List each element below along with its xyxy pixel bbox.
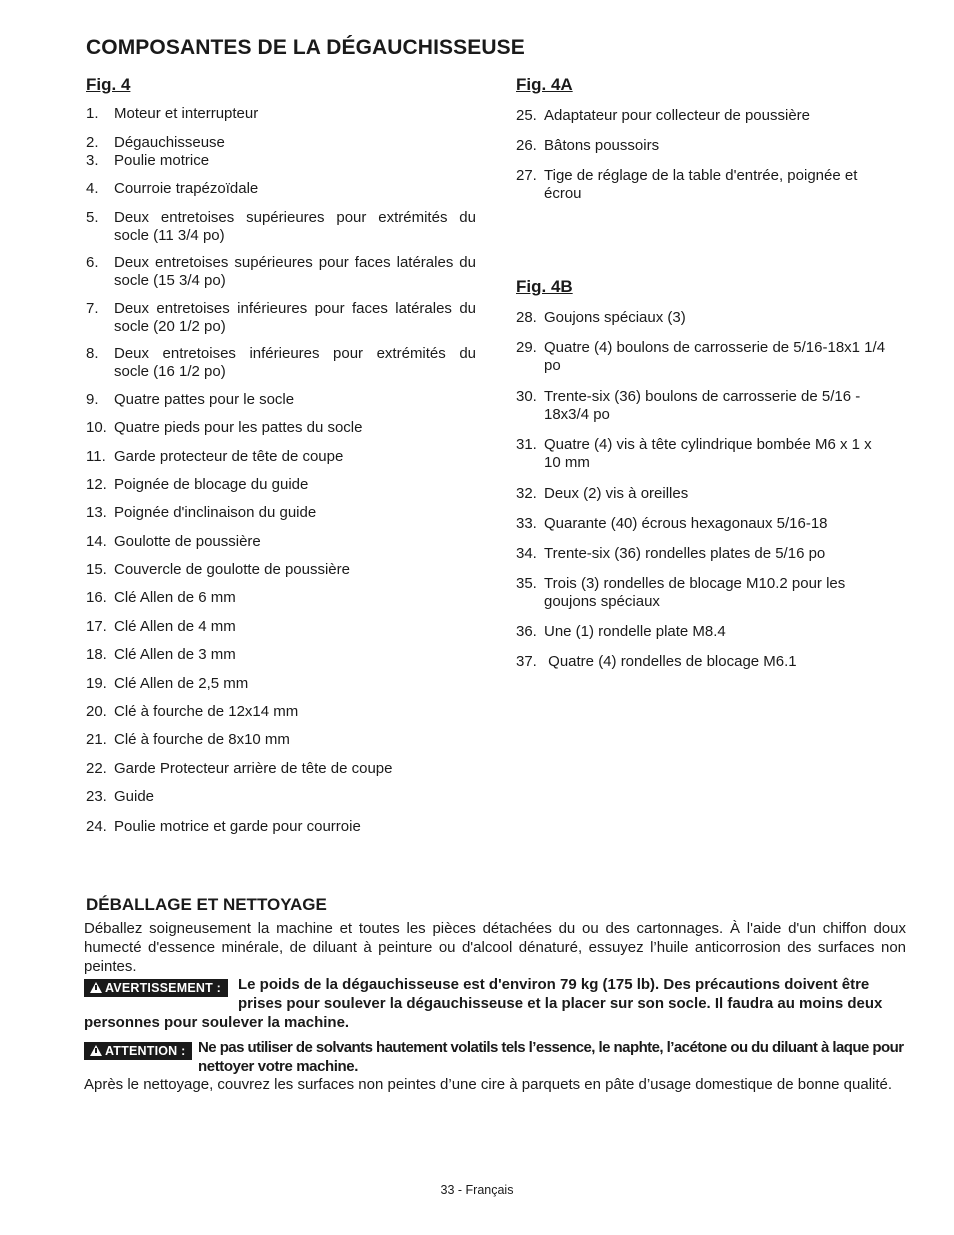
list-item: 9. Quatre pattes pour le socle xyxy=(86,391,295,408)
list-item: 30. Trente-six (36) boulons de carrosserie de 5/16 - 18x3/4 po xyxy=(516,388,861,423)
caution-badge: ATTENTION : xyxy=(84,1042,192,1060)
list-item: 13. Poignée d'inclinaison du guide xyxy=(86,504,317,521)
list-item: 3. Poulie motrice xyxy=(86,152,210,169)
list-item: 17. Clé Allen de 4 mm xyxy=(86,618,236,635)
page-footer: 33 - Français xyxy=(440,1183,514,1197)
caution-text-line2: nettoyer votre machine. xyxy=(198,1058,359,1075)
warning-text-line3: personnes pour soulever la machine. xyxy=(84,1014,350,1031)
list-item: 4. Courroie trapézoïdale xyxy=(86,180,259,197)
list-item: 27. Tige de réglage de la table d'entrée, poignée et écrou xyxy=(516,167,858,202)
list-item: 8. Deux entretoises inférieures pour extrémités du socle (16 1/2 po) xyxy=(86,345,476,380)
list-item: 5. Deux entretoises supérieures pour extrémités du socle (11 3/4 po) xyxy=(86,209,476,244)
after-cleaning-text: Après le nettoyage, couvrez les surfaces non peintes d’une cire à parquets en pâte d’usage domestique de bonne qualité. xyxy=(84,1076,893,1093)
list-item: 21. Clé à fourche de 8x10 mm xyxy=(86,731,290,748)
list-item: 10. Quatre pieds pour les pattes du socle xyxy=(86,419,363,436)
list-item: 25. Adaptateur pour collecteur de poussière xyxy=(516,107,811,124)
fig4a-heading: Fig. 4A xyxy=(516,75,573,94)
fig4b-heading: Fig. 4B xyxy=(516,277,573,296)
warning-triangle-icon xyxy=(90,982,102,993)
list-item: 14. Goulotte de poussière xyxy=(86,533,261,550)
list-item: 36. Une (1) rondelle plate M8.4 xyxy=(516,623,726,640)
list-item: 1. Moteur et interrupteur xyxy=(86,105,259,122)
list-item: 34. Trente-six (36) rondelles plates de 5/16 po xyxy=(516,545,826,562)
list-item: 24. Poulie motrice et garde pour courroie xyxy=(86,818,361,835)
list-item: 2. Dégauchisseuse xyxy=(86,134,225,151)
list-item: 16. Clé Allen de 6 mm xyxy=(86,589,236,606)
list-item: 31. Quatre (4) vis à tête cylindrique bombée M6 x 1 x 10 mm xyxy=(516,436,872,471)
list-item: 23. Guide xyxy=(86,788,155,805)
caution-text-line1: Ne pas utiliser de solvants hautement volatils tels l’essence, le naphte, l’acétone ou du diluant à laque pour xyxy=(198,1039,904,1056)
warning-text-line1: Le poids de la dégauchisseuse est d'environ 79 kg (175 lb). Des précautions doivent être xyxy=(238,976,870,993)
list-item: 12. Poignée de blocage du guide xyxy=(86,476,309,493)
list-item: 15. Couvercle de goulotte de poussière xyxy=(86,561,350,578)
list-item: 7. Deux entretoises inférieures pour faces latérales du socle (20 1/2 po) xyxy=(86,300,476,335)
list-item: 26. Bâtons poussoirs xyxy=(516,137,660,154)
page-title: COMPOSANTES DE LA DÉGAUCHISSEUSE xyxy=(86,36,525,59)
section-heading-unpacking: DÉBALLAGE ET NETTOYAGE xyxy=(86,895,327,914)
warning-badge: AVERTISSEMENT : xyxy=(84,979,228,997)
list-item: 11. Garde protecteur de tête de coupe xyxy=(86,448,344,465)
list-item: 22. Garde Protecteur arrière de tête de coupe xyxy=(86,760,393,777)
list-item: 32. Deux (2) vis à oreilles xyxy=(516,485,689,502)
fig4-heading: Fig. 4 xyxy=(86,75,131,94)
list-item: 18. Clé Allen de 3 mm xyxy=(86,646,236,663)
unpacking-intro: Déballez soigneusement la machine et toutes les pièces détachées du ou des cartonnages. À l'aide d'un chiffon doux humecté d'essence minérale, de diluant à peinture ou d'alcool dénaturé, essuyez l’huile anticorrosion des surfaces non peintes. xyxy=(84,920,906,975)
list-item: 20. Clé à fourche de 12x14 mm xyxy=(86,703,299,720)
list-item: 37. Quatre (4) rondelles de blocage M6.1 xyxy=(516,653,797,670)
list-item: 19. Clé Allen de 2,5 mm xyxy=(86,675,249,692)
warning-triangle-icon xyxy=(90,1045,102,1056)
list-item: 28. Goujons spéciaux (3) xyxy=(516,309,686,326)
warning-text-line2: prises pour soulever la dégauchisseuse et la placer sur son socle. Il faudra au moins deux xyxy=(238,995,883,1012)
list-item: 33. Quarante (40) écrous hexagonaux 5/16-18 xyxy=(516,515,828,532)
list-item: 35. Trois (3) rondelles de blocage M10.2 pour les goujons spéciaux xyxy=(516,575,846,610)
list-item: 29. Quatre (4) boulons de carrosserie de 5/16-18x1 1/4 po xyxy=(516,339,886,374)
list-item: 6. Deux entretoises supérieures pour faces latérales du socle (15 3/4 po) xyxy=(86,254,476,289)
